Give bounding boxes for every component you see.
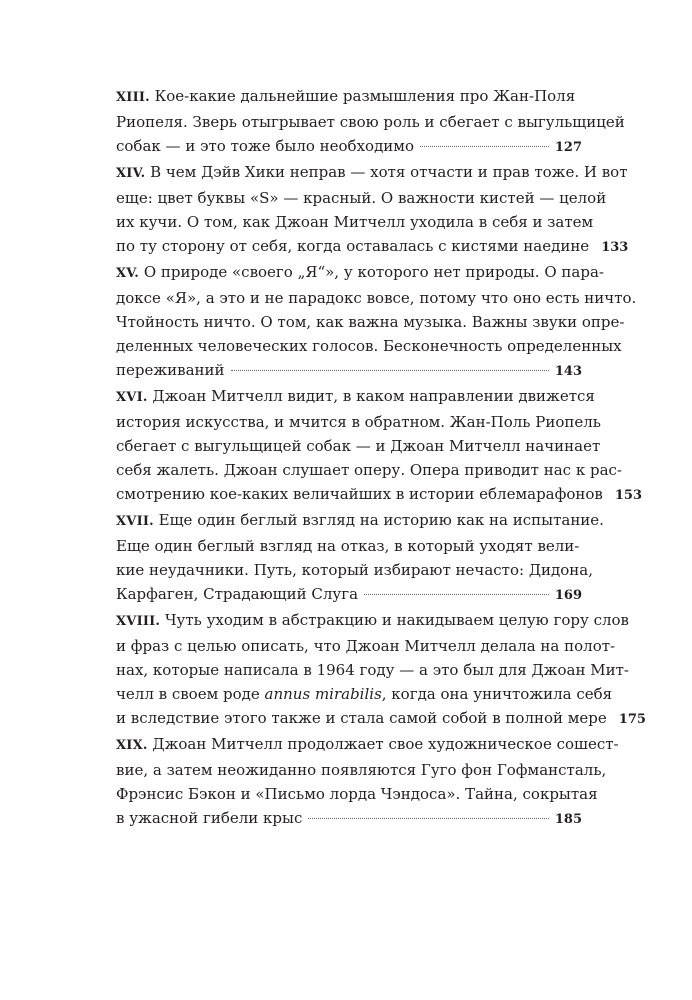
toc-line: Чуть уходим в абстракцию и накидываем целую гору слов bbox=[164, 611, 629, 629]
toc-line: Джоан Митчелл продолжает свое художническое сошест- bbox=[152, 735, 619, 753]
toc-line: Джоан Митчелл видит, в каком направлении движется bbox=[152, 387, 595, 405]
dot-leader bbox=[420, 145, 549, 147]
page-number: 175 bbox=[618, 712, 646, 727]
chapter-numeral: XVIII. bbox=[116, 614, 161, 629]
toc-line: нах, которые написала в 1964 году — а это был для Джоан Мит- bbox=[116, 661, 629, 679]
toc-line: история искусства, и мчится в обратном. Жан-Поль Риопель bbox=[116, 413, 601, 431]
toc-line: О природе «своего „Я“», у которого нет природы. О пара- bbox=[143, 263, 604, 281]
toc-line: Чтойность ничто. О том, как важна музыка. Важны звуки опре- bbox=[116, 313, 625, 331]
chapter-numeral: XIV. bbox=[116, 166, 146, 181]
toc-entry-18 bbox=[116, 608, 646, 732]
toc-entry-19 bbox=[116, 732, 619, 832]
chapter-numeral: XIX. bbox=[116, 738, 148, 753]
page-number: 127 bbox=[554, 140, 582, 155]
toc-line: кие неудачники. Путь, который избирают нечасто: Дидона, bbox=[116, 561, 593, 579]
toc-line: деленных человеческих голосов. Бесконечность определенных bbox=[116, 337, 622, 355]
toc-line: в ужасной гибели крыс bbox=[116, 809, 303, 827]
dot-leader bbox=[231, 369, 549, 371]
table-of-contents bbox=[116, 84, 646, 832]
toc-line: челл в своем роде annus mirabilis, когда она уничтожила себя bbox=[116, 685, 613, 703]
toc-entry-17 bbox=[116, 508, 604, 608]
toc-line: их кучи. О том, как Джоан Митчелл уходила в себя и затем bbox=[116, 213, 594, 231]
toc-line: себя жалеть. Джоан слушает оперу. Опера приводит нас к рас- bbox=[116, 461, 623, 479]
toc-entry-16 bbox=[116, 384, 643, 508]
toc-line: сбегает с выгульщицей собак — и Джоан Митчелл начинает bbox=[116, 437, 601, 455]
toc-line: Фрэнсис Бэкон и «Письмо лорда Чэндоса». Тайна, сокрытая bbox=[116, 785, 598, 803]
page-number: 185 bbox=[554, 812, 582, 827]
dot-leader bbox=[308, 817, 549, 819]
toc-line: по ту сторону от себя, когда оставалась с кистями наедине bbox=[116, 237, 590, 255]
toc-line: Еще один беглый взгляд на отказ, в который уходят вели- bbox=[116, 537, 580, 555]
toc-line: смотрению кое-каких величайших в истории еблемарафонов bbox=[116, 485, 603, 503]
page-number: 169 bbox=[554, 588, 582, 603]
toc-line: собак — и это тоже было необходимо bbox=[116, 137, 415, 155]
toc-line: доксе «Я», а это и не парадокс вовсе, потому что оно есть ничто. bbox=[116, 289, 637, 307]
toc-entry-14 bbox=[116, 160, 629, 260]
toc-line: Кое-какие дальнейшие размышления про Жан-Поля bbox=[154, 87, 576, 105]
chapter-numeral: XV. bbox=[116, 266, 140, 281]
toc-entry-15 bbox=[116, 260, 637, 384]
page-number: 153 bbox=[614, 488, 643, 503]
chapter-numeral: XIII. bbox=[116, 90, 150, 105]
toc-line: Еще один беглый взгляд на историю как на испытание. bbox=[158, 511, 604, 529]
dot-leader bbox=[364, 593, 549, 595]
chapter-numeral: XVII. bbox=[116, 514, 154, 529]
toc-entry-13 bbox=[116, 84, 625, 160]
toc-line: переживаний bbox=[116, 361, 225, 379]
chapter-numeral: XVI. bbox=[116, 390, 148, 405]
toc-line: и фраз с целью описать, что Джоан Митчелл делала на полот- bbox=[116, 637, 616, 655]
toc-line: В чем Дэйв Хики неправ — хотя отчасти и прав тоже. И вот bbox=[150, 163, 628, 181]
toc-line: еще: цвет буквы «S» — красный. О важности кистей — целой bbox=[116, 189, 607, 207]
page-number: 133 bbox=[601, 240, 629, 255]
toc-line: вие, а затем неожиданно появляются Гуго фон Гофмансталь, bbox=[116, 761, 607, 779]
toc-line: Риопеля. Зверь отыгрывает свою роль и сбегает с выгульщицей bbox=[116, 113, 625, 131]
toc-line: Карфаген, Страдающий Слуга bbox=[116, 585, 359, 603]
page-number: 143 bbox=[554, 364, 582, 379]
toc-line: и вследствие этого также и стала самой собой в полной мере bbox=[116, 709, 607, 727]
